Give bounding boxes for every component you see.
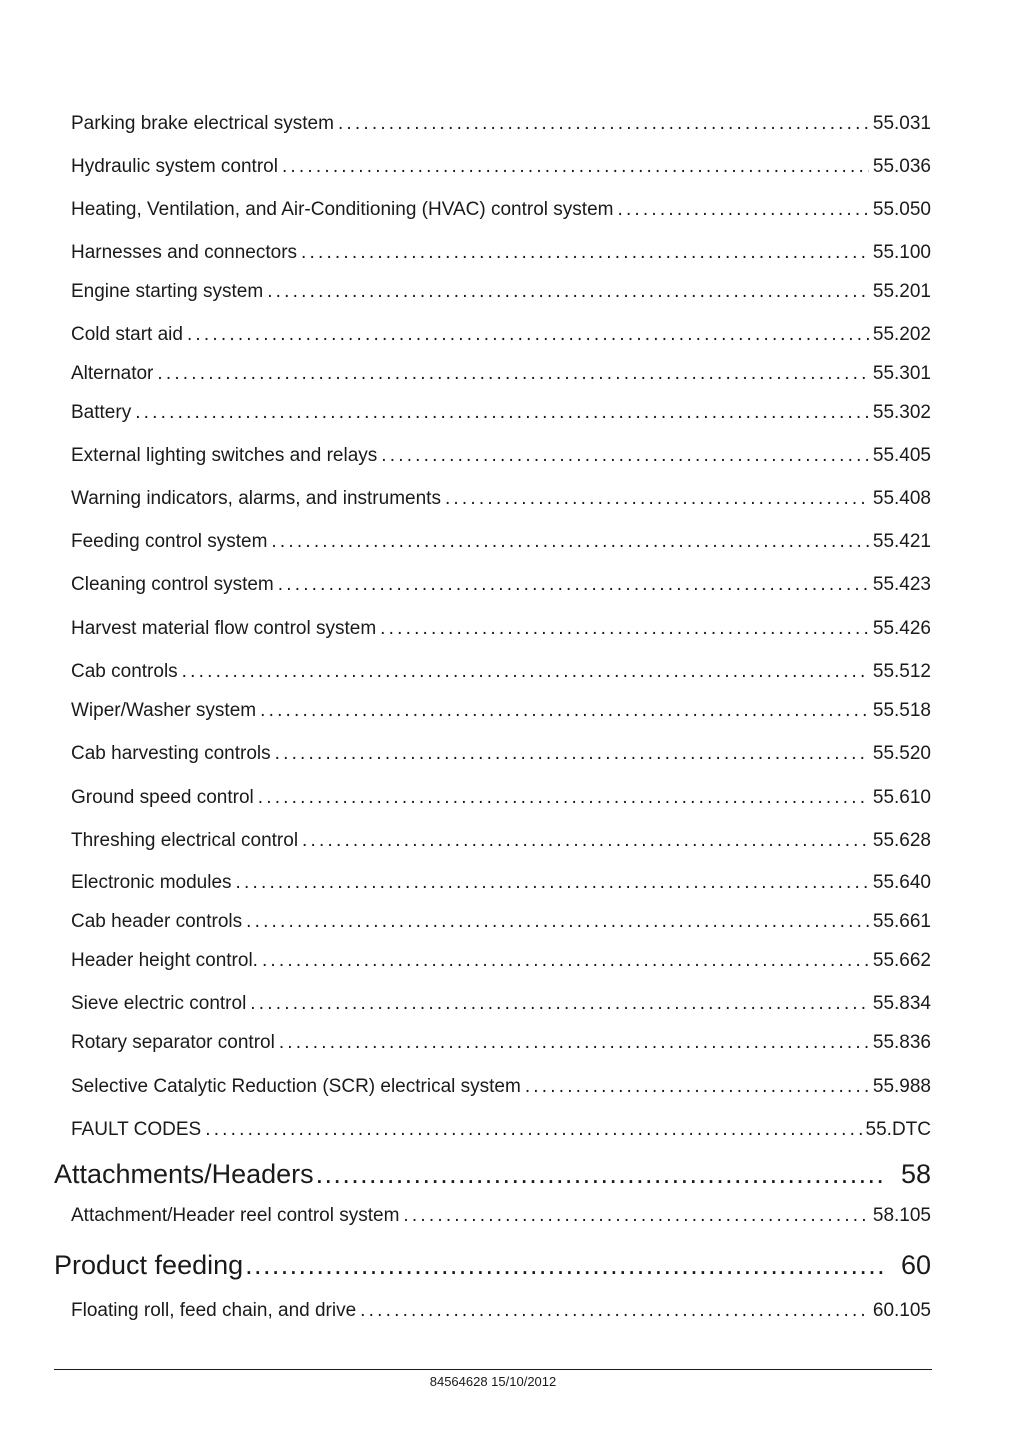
toc-entry-label: Hydraulic system control xyxy=(71,156,278,177)
toc-entry-label: Rotary separator control xyxy=(71,1032,275,1053)
toc-entry-page: 60.105 xyxy=(872,1300,931,1321)
dot-leader xyxy=(245,1249,883,1281)
toc-entry-page: 55.661 xyxy=(872,911,931,932)
dot-leader xyxy=(262,949,869,973)
dot-leader xyxy=(316,1158,883,1190)
toc-entry-label: Cleaning control system xyxy=(71,574,274,595)
toc-chapter-label: Product feeding xyxy=(54,1250,244,1280)
toc-entry-page: 55.036 xyxy=(872,156,931,177)
toc-entry-label: Selective Catalytic Reduction (SCR) electrical system xyxy=(71,1076,521,1097)
dot-leader xyxy=(445,487,869,511)
toc-entry-page: 55.100 xyxy=(872,242,931,263)
dot-leader xyxy=(246,910,869,934)
toc-entry-label: Threshing electrical control xyxy=(71,830,299,851)
toc-chapter-label: Attachments/Headers xyxy=(54,1159,314,1189)
dot-leader xyxy=(271,530,868,554)
toc-entry-fault-codes[interactable] xyxy=(71,1118,931,1142)
toc-entry-harnesses-and-connectors[interactable] xyxy=(71,241,931,265)
toc-entry-label: Feeding control system xyxy=(71,531,268,552)
toc-entry-label: Cab header controls xyxy=(71,911,243,932)
toc-entry-page: 55.988 xyxy=(872,1076,931,1097)
dot-leader xyxy=(381,444,869,468)
dot-leader xyxy=(157,362,869,386)
toc-entry-page: 55.518 xyxy=(872,700,931,721)
dot-leader xyxy=(275,742,869,766)
toc-entry-cleaning-control-system[interactable] xyxy=(71,573,931,597)
dot-leader xyxy=(282,155,869,179)
toc-entry-threshing-electrical-control[interactable] xyxy=(71,829,931,853)
toc-entry-ground-speed-control[interactable] xyxy=(71,786,931,810)
footer-divider xyxy=(54,1369,932,1370)
dot-leader xyxy=(236,871,869,895)
dot-leader xyxy=(250,992,869,1016)
toc-entry-label: Parking brake electrical system xyxy=(71,113,334,134)
toc-entry-page: 55.202 xyxy=(872,324,931,345)
toc-entry-page: 55.426 xyxy=(872,618,931,639)
toc-entry-label: Cab controls xyxy=(71,661,178,682)
toc-entry-page: 55.405 xyxy=(872,445,931,466)
toc-entry-page: 55.302 xyxy=(872,402,931,423)
toc-entry-cold-start-aid[interactable] xyxy=(71,323,931,347)
dot-leader xyxy=(617,198,868,222)
toc-entry-label: Attachment/Header reel control system xyxy=(71,1205,400,1226)
toc-entry-electronic-modules[interactable] xyxy=(71,871,931,895)
toc-entry-page: 55.DTC xyxy=(865,1119,931,1140)
dot-leader xyxy=(205,1118,861,1142)
toc-entry-page: 55.408 xyxy=(872,488,931,509)
toc-entry-rotary-separator-control[interactable] xyxy=(71,1031,931,1055)
dot-leader xyxy=(380,617,869,641)
toc-entry-label: Floating roll, feed chain, and drive xyxy=(71,1300,357,1321)
toc-entry-hydraulic-system-control[interactable] xyxy=(71,155,931,179)
toc-entry-label: Sieve electric control xyxy=(71,993,247,1014)
toc-entry-page: 55.301 xyxy=(872,363,931,384)
toc-entry-label: Alternator xyxy=(71,363,154,384)
dot-leader xyxy=(260,699,869,723)
toc-entry-label: Heating, Ventilation, and Air-Conditioning (HVAC) control system xyxy=(71,199,614,220)
dot-leader xyxy=(279,1031,869,1055)
toc-chapter-page: 60 xyxy=(900,1250,931,1280)
dot-leader xyxy=(525,1075,869,1099)
toc-entry-warning-indicators-alarms-instruments[interactable] xyxy=(71,487,931,511)
toc-entry-parking-brake-electrical-system[interactable] xyxy=(71,112,931,136)
toc-entry-wiper-washer-system[interactable] xyxy=(71,699,931,723)
toc-entry-label: Electronic modules xyxy=(71,872,232,893)
toc-entry-page: 55.031 xyxy=(872,113,931,134)
toc-entry-label: Header height control. xyxy=(71,950,258,971)
toc-entry-label: Wiper/Washer system xyxy=(71,700,257,721)
dot-leader xyxy=(302,829,869,853)
toc-entry-page: 55.050 xyxy=(872,199,931,220)
toc-entry-header-height-control[interactable] xyxy=(71,949,931,973)
dot-leader xyxy=(301,241,869,265)
toc-entry-label: Cold start aid xyxy=(71,324,183,345)
toc-entry-label: Warning indicators, alarms, and instruments xyxy=(71,488,441,509)
toc-entry-cab-controls[interactable] xyxy=(71,660,931,684)
toc-chapter-attachments-headers[interactable] xyxy=(54,1158,931,1190)
toc-entry-harvest-material-flow-control-system[interactable] xyxy=(71,617,931,641)
toc-entry-alternator[interactable] xyxy=(71,362,931,386)
toc-entry-label: Engine starting system xyxy=(71,281,264,302)
footer-document-id: 84564628 15/10/2012 xyxy=(429,1374,557,1389)
toc-entry-page: 55.201 xyxy=(872,281,931,302)
toc-entry-scr-electrical-system[interactable] xyxy=(71,1075,931,1099)
toc-entry-floating-roll-feed-chain-drive[interactable] xyxy=(71,1299,931,1323)
dot-leader xyxy=(403,1204,868,1228)
toc-entry-page: 55.520 xyxy=(872,743,931,764)
toc-entry-feeding-control-system[interactable] xyxy=(71,530,931,554)
toc-entry-label: Ground speed control xyxy=(71,787,254,808)
toc-entry-page: 55.662 xyxy=(872,950,931,971)
dot-leader xyxy=(187,323,869,347)
toc-entry-label: Harnesses and connectors xyxy=(71,242,298,263)
toc-entry-label: FAULT CODES xyxy=(71,1119,202,1140)
dot-leader xyxy=(267,280,869,304)
dot-leader xyxy=(278,573,869,597)
toc-entry-cab-harvesting-controls[interactable] xyxy=(71,742,931,766)
toc-entry-cab-header-controls[interactable] xyxy=(71,910,931,934)
dot-leader xyxy=(135,401,869,425)
toc-entry-page: 55.421 xyxy=(872,531,931,552)
toc-entry-page: 58.105 xyxy=(872,1205,931,1226)
toc-entry-page: 55.834 xyxy=(872,993,931,1014)
toc-entry-label: Cab harvesting controls xyxy=(71,743,271,764)
toc-entry-page: 55.640 xyxy=(872,872,931,893)
toc-chapter-product-feeding[interactable] xyxy=(54,1249,931,1281)
toc-entry-label: Battery xyxy=(71,402,132,423)
toc-entry-hvac-control-system[interactable] xyxy=(71,198,931,222)
toc-entry-page: 55.512 xyxy=(872,661,931,682)
toc-entry-page: 55.836 xyxy=(872,1032,931,1053)
toc-entry-label: Harvest material flow control system xyxy=(71,618,377,639)
toc-entry-external-lighting-switches-and-relays[interactable] xyxy=(71,444,931,468)
toc-entry-page: 55.610 xyxy=(872,787,931,808)
toc-entry-page: 55.423 xyxy=(872,574,931,595)
toc-entry-attachment-header-reel-control-system[interactable] xyxy=(71,1204,931,1228)
dot-leader xyxy=(182,660,869,684)
toc-entry-label: External lighting switches and relays xyxy=(71,445,378,466)
toc-entry-page: 55.628 xyxy=(872,830,931,851)
dot-leader xyxy=(360,1299,869,1323)
toc-entry-engine-starting-system[interactable] xyxy=(71,280,931,304)
toc-entry-battery[interactable] xyxy=(71,401,931,425)
toc-chapter-page: 58 xyxy=(900,1159,931,1189)
dot-leader xyxy=(258,786,869,810)
dot-leader xyxy=(338,112,869,136)
toc-entry-sieve-electric-control[interactable] xyxy=(71,992,931,1016)
